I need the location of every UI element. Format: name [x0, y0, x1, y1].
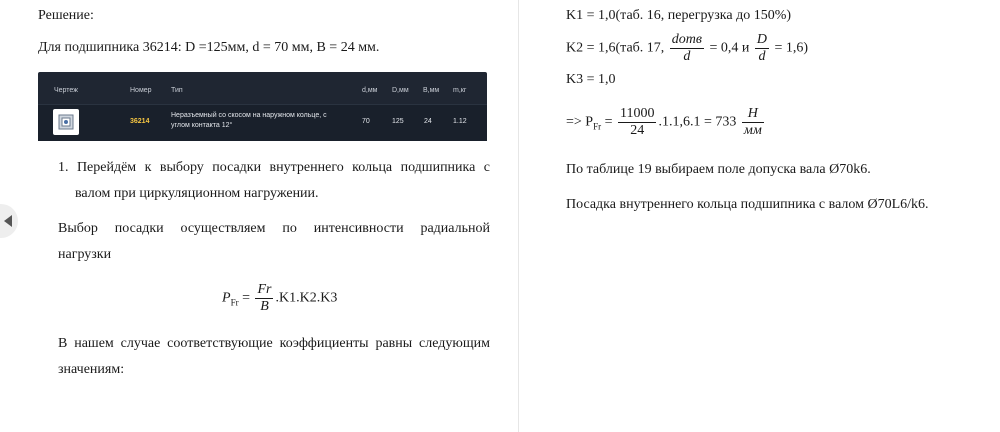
header-d: d,мм	[362, 87, 378, 94]
paragraph-1-line2: нагрузки	[58, 247, 112, 262]
bearing-B: 24	[424, 118, 432, 125]
bearing-drawing-thumbnail[interactable]	[53, 109, 79, 135]
coefficient-k2: K2 = 1,6(таб. 17, $\frac{\text{dотв}}{d}$ = 0,4 и $\frac{D}{d}$ = 1,6)	[566, 32, 809, 64]
result-formula: => $P_{Fr}$ = $\frac{11000}{24}$ .1.1,6.1 = 733 $\frac{Н}{мм}$	[566, 106, 762, 138]
bearing-type-line1: Неразъемный со скосом на наружном кольце, с	[171, 112, 327, 119]
header-D: D,мм	[392, 87, 409, 94]
coefficient-k1: K1 = 1,0(таб. 16, перегрузка до 150%)	[566, 8, 792, 23]
chevron-left-icon	[2, 214, 14, 228]
load-intensity-formula: $P_{Fr}$ = $\frac{Fr}{B}$ .K1.K2.K3	[222, 282, 338, 314]
header-m: m,кг	[453, 87, 467, 94]
solution-heading: Решение:	[38, 8, 94, 23]
bearing-d: 70	[362, 118, 370, 125]
bearing-dimensions-line: Для подшипника 36214: D =125мм, d = 70 мм, B = 24 мм.	[38, 40, 380, 55]
paragraph-1-line1: Выбор посадки осуществляем по интенсивности радиальной	[58, 221, 490, 236]
paragraph-2-line1: В нашем случае соответствующие коэффициенты равны следующим	[58, 336, 490, 351]
bearing-D: 125	[392, 118, 404, 125]
table-row[interactable]	[38, 104, 487, 141]
previous-page-button[interactable]	[0, 204, 18, 238]
bearing-number: 36214	[130, 118, 150, 125]
bearing-drawing-icon	[56, 112, 76, 132]
bearing-type-line2: углом контакта 12°	[171, 122, 233, 129]
shaft-tolerance-text: По таблице 19 выбираем поле допуска вала Ø70k6.	[566, 162, 871, 177]
bearing-m: 1.12	[453, 118, 467, 125]
header-B: B,мм	[423, 87, 440, 94]
list-item-1-line1: 1. Перейдём к выбору посадки внутреннего кольца подшипника с	[58, 160, 490, 175]
fit-conclusion-text: Посадка внутреннего кольца подшипника с валом Ø70L6/k6.	[566, 197, 929, 212]
header-type: Тип	[171, 87, 183, 94]
page-divider	[518, 0, 519, 432]
list-item-1-line2: валом при циркуляционном нагружении.	[75, 186, 319, 201]
bearing-table	[38, 72, 487, 140]
paragraph-2-line2: значениям:	[58, 362, 125, 377]
header-drawing: Чертеж	[54, 87, 78, 94]
coefficient-k3: K3 = 1,0	[566, 72, 616, 87]
header-number: Номер	[130, 87, 152, 94]
